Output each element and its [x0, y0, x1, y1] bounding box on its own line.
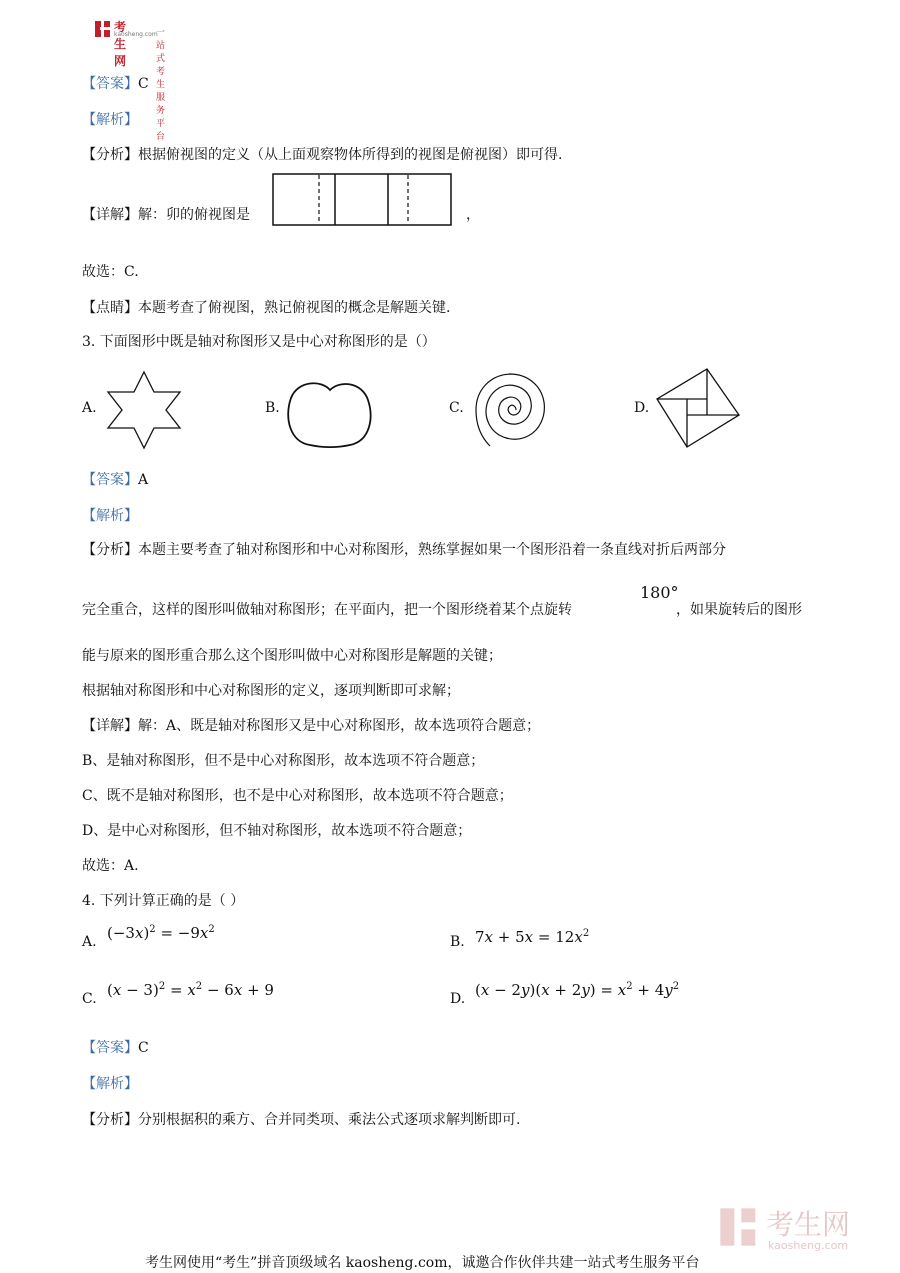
- q3-option-d-label: D.: [634, 400, 650, 416]
- q4-option-a-expression: $(-3x)^2 = -9x^2$: [107, 924, 215, 942]
- q4-fenxi: [82, 1109, 520, 1129]
- fenxi-tag: 【分析】: [82, 542, 138, 558]
- q4-option-b-expression: $7x + 5x = 12x^2$: [475, 928, 590, 946]
- fenxi-line2-start: 完全重合，这样的图形叫做轴对称图形；在平面内，把一个图形绕着某个点旋转: [82, 602, 572, 618]
- answer-tag: 【答案】: [82, 472, 138, 488]
- xiangjie-tag: 【详解】: [82, 718, 138, 734]
- q3-answer-line: [82, 469, 148, 489]
- q2-answer-line: [82, 73, 149, 93]
- dianjing-tag: 【点睛】: [82, 300, 138, 316]
- answer-tag: 【答案】: [82, 76, 138, 92]
- answer-value: A: [138, 472, 149, 488]
- logo-slogan: 一站式考生服务平台: [156, 28, 166, 142]
- watermark-logo: [718, 1203, 882, 1257]
- answer-tag: 【答案】: [82, 1040, 138, 1056]
- q2-xiangjie: [82, 204, 250, 224]
- bean-shape-figure: [284, 378, 376, 450]
- spiral-figure: [468, 370, 552, 450]
- fenxi-tag: 【分析】: [82, 147, 138, 163]
- rotation-degree: 180°: [640, 583, 679, 602]
- q3-detail-a: [82, 715, 540, 735]
- q3-detail-d: D、是中心对称图形，但不轴对称图形，故本选项不符合题意；: [82, 823, 472, 839]
- watermark-name: 考生网: [766, 1208, 851, 1241]
- xiangjie-tag: 【详解】: [82, 207, 138, 223]
- analysis-tag: 【解析】: [82, 1076, 138, 1092]
- q2-fenxi: [82, 144, 562, 164]
- answer-value: C: [138, 76, 149, 92]
- pinwheel-square-figure: [654, 366, 744, 452]
- analysis-tag: 【解析】: [82, 508, 138, 524]
- q3-fenxi-line2: [82, 599, 572, 619]
- q3-fenxi-line3: 能与原来的图形重合那么这个图形叫做中心对称图形是解题的关键；: [82, 648, 502, 664]
- q2-dianjing: [82, 297, 450, 317]
- q4-option-d-expression: $(x - 2y)(x + 2y) = x^2 + 4y^2$: [475, 981, 680, 999]
- logo-name: 考生网: [114, 20, 127, 68]
- fenxi-text: 分别根据积的乘方、合并同类项、乘法公式逐项求解判断即可.: [138, 1112, 521, 1128]
- fenxi-line2-end: ，如果旋转后的图形: [676, 602, 802, 618]
- q3-option-a-label: A.: [82, 400, 97, 416]
- fenxi-text: 根据俯视图的定义（从上面观察物体所得到的视图是俯视图）即可得.: [138, 147, 563, 163]
- q3-fenxi-line1: [82, 539, 726, 559]
- q4-option-c-label: C.: [82, 991, 97, 1007]
- q2-guxuan: 故选：C.: [82, 264, 139, 280]
- analysis-tag: 【解析】: [82, 112, 138, 128]
- q3-option-c-label: C.: [449, 400, 464, 416]
- q3-detail-b: B、是轴对称图形，但不是中心对称图形，故本选项不符合题意；: [82, 753, 485, 769]
- footer-text: 考生网使用“考生”拼音顶级域名 kaosheng.com，诚邀合作伙伴共建一站式考生服务平台: [145, 1255, 700, 1271]
- q3-detail-c: C、既不是轴对称图形，也不是中心对称图形，故本选项不符合题意；: [82, 788, 513, 804]
- q3-stem: 3. 下面图形中既是轴对称图形又是中心对称图形的是（）: [82, 334, 436, 350]
- q4-option-b-label: B.: [450, 934, 465, 950]
- q3-fenxi-line4: 根据轴对称图形和中心对称图形的定义，逐项判断即可求解；: [82, 683, 460, 699]
- q3-option-b-label: B.: [265, 400, 280, 416]
- q4-option-d-label: D.: [450, 991, 466, 1007]
- answer-value: C: [138, 1040, 149, 1056]
- fenxi-text: 本题主要考查了轴对称图形和中心对称图形，熟练掌握如果一个图形沿着一条直线对折后两部分: [138, 542, 726, 558]
- xiangjie-comma: ，: [466, 207, 480, 223]
- logo-icon: [94, 20, 112, 38]
- detail-a-text: 解：A、既是轴对称图形又是中心对称图形，故本选项符合题意；: [138, 718, 541, 734]
- top-view-figure: [272, 173, 454, 227]
- q3-guxuan: 故选：A.: [82, 858, 139, 874]
- fenxi-tag: 【分析】: [82, 1112, 138, 1128]
- q4-stem: 4. 下列计算正确的是（ ）: [82, 893, 245, 909]
- watermark-domain: kaosheng.com: [768, 1239, 849, 1252]
- q4-answer-line: [82, 1037, 149, 1057]
- q4-option-c-expression: $(x - 3)^2 = x^2 - 6x + 9$: [107, 981, 274, 999]
- xiangjie-text: 解：卯的俯视图是: [138, 207, 250, 223]
- dianjing-text: 本题考查了俯视图，熟记俯视图的概念是解题关键.: [138, 300, 451, 316]
- six-point-star-figure: [102, 370, 186, 450]
- q4-option-a-label: A.: [82, 934, 97, 950]
- watermark-icon: [718, 1205, 760, 1249]
- logo-domain: kaosheng.com: [114, 31, 158, 38]
